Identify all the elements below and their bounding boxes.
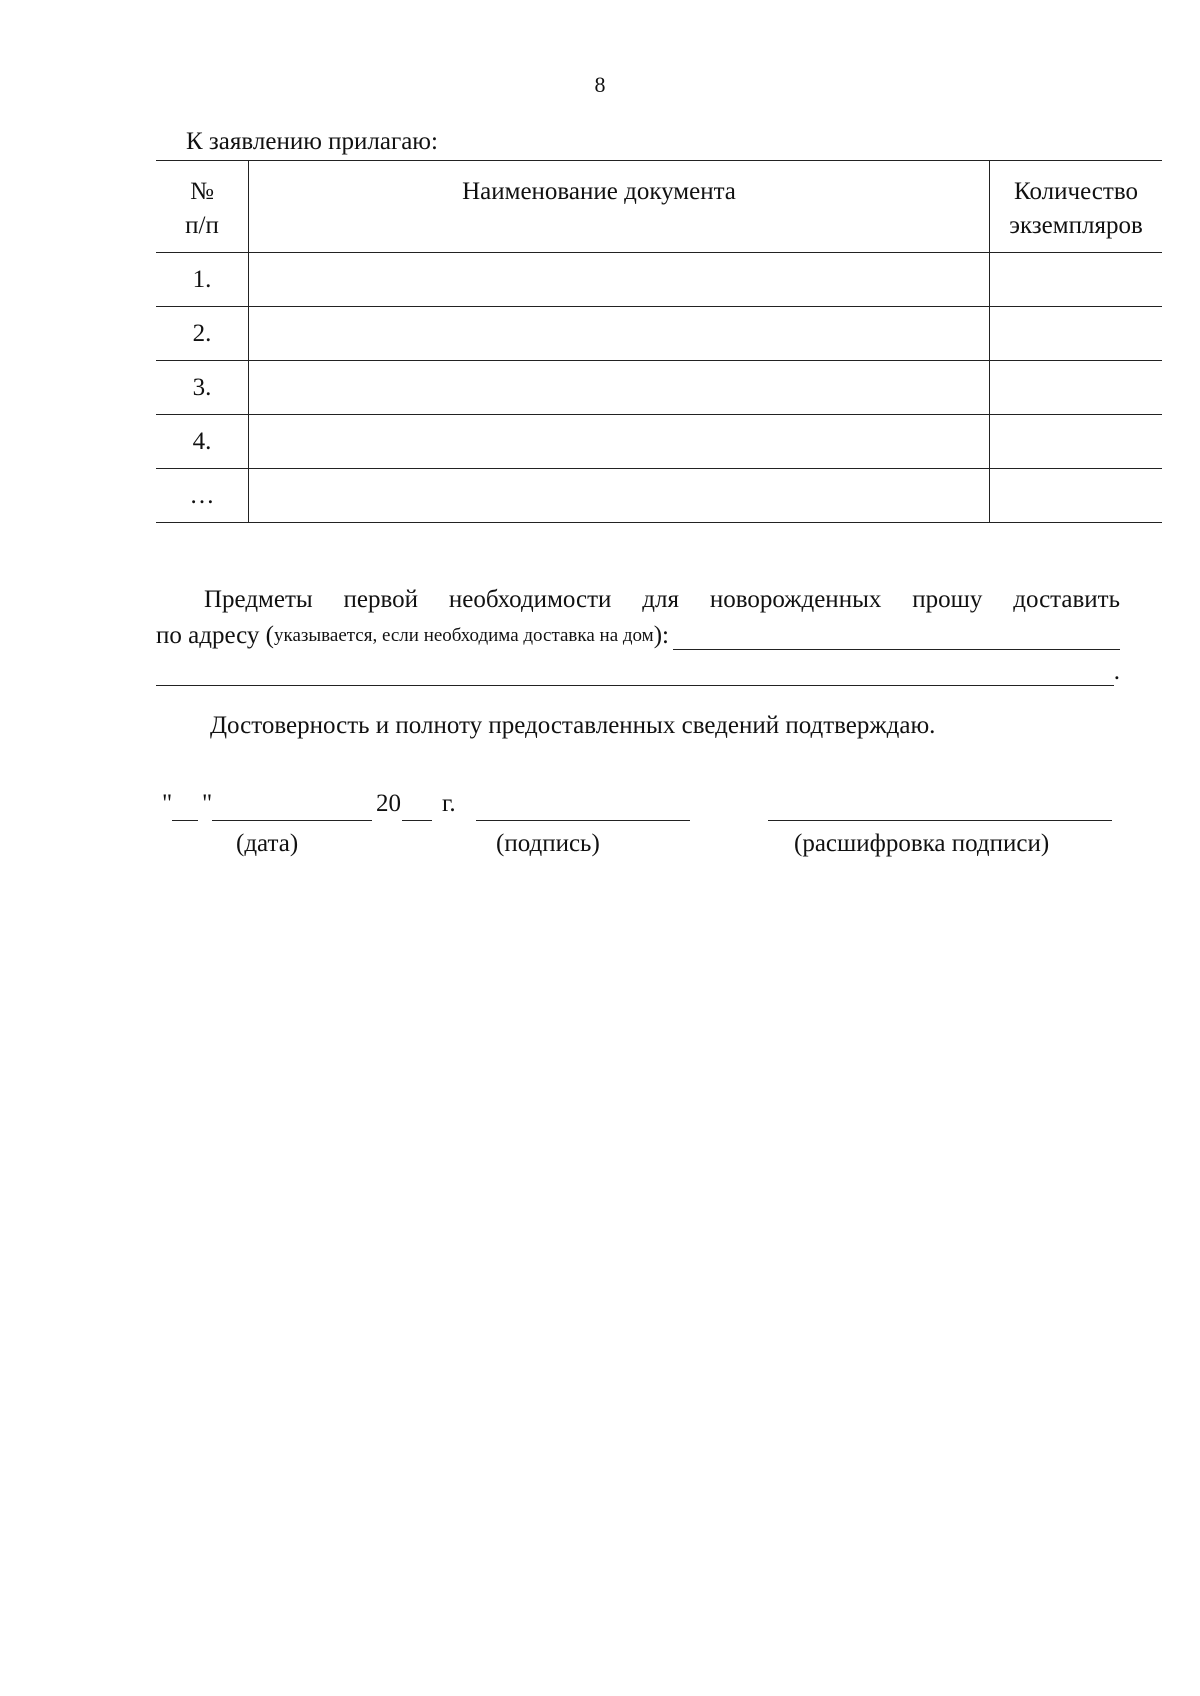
quantity-cell[interactable]	[990, 361, 1163, 415]
document-name-cell[interactable]	[249, 469, 990, 523]
table-row	[156, 415, 1162, 469]
day-field[interactable]	[172, 820, 198, 821]
address-field[interactable]	[673, 623, 1120, 650]
page-number: 8	[594, 72, 606, 97]
column-header-quantity: Количество экземпляров	[990, 161, 1163, 253]
document-name-cell[interactable]	[249, 361, 990, 415]
signature-field[interactable]	[476, 820, 690, 821]
address-continuation	[156, 660, 1120, 690]
year-field[interactable]	[402, 820, 432, 821]
date-label: (дата)	[236, 830, 299, 857]
quantity-cell[interactable]	[990, 307, 1163, 361]
decryption-label: (расшифровка подписи)	[794, 830, 1050, 857]
row-number: 1.	[156, 253, 249, 307]
table-row	[156, 307, 1162, 361]
address-field-line2[interactable]	[156, 659, 1114, 686]
signature-decryption-field[interactable]	[768, 820, 1112, 821]
column-header-document-name: Наименование документа	[249, 161, 990, 253]
table-row	[156, 361, 1162, 415]
attachments-table	[156, 160, 1162, 523]
quantity-cell[interactable]	[990, 469, 1163, 523]
year-suffix: г.	[442, 790, 456, 817]
attachments-heading: К заявлению прилагаю:	[186, 128, 438, 155]
year-prefix: 20	[376, 790, 401, 817]
delivery-prefix: по адресу (	[156, 622, 275, 649]
table-row	[156, 253, 1162, 307]
delivery-paragraph	[156, 582, 1120, 690]
date-quote-close: "	[202, 790, 213, 817]
delivery-text-line1: Предметы первой необходимости для новорожденных прошу доставить	[204, 586, 1120, 613]
delivery-note: указывается, если необходима доставка на дом	[274, 625, 654, 646]
row-number: 2.	[156, 307, 249, 361]
document-name-cell[interactable]	[249, 415, 990, 469]
table-row	[156, 469, 1162, 523]
table-header-row	[156, 161, 1162, 253]
row-number: …	[156, 469, 249, 523]
delivery-suffix: ):	[653, 622, 669, 649]
column-header-number: № п/п	[156, 161, 249, 253]
quantity-cell[interactable]	[990, 415, 1163, 469]
address-end-period: .	[1113, 658, 1120, 685]
confirmation-text: Достоверность и полноту предоставленных сведений подтверждаю.	[210, 712, 936, 739]
document-name-cell[interactable]	[249, 307, 990, 361]
document-name-cell[interactable]	[249, 253, 990, 307]
date-quote-open: "	[162, 790, 173, 817]
row-number: 4.	[156, 415, 249, 469]
quantity-cell[interactable]	[990, 253, 1163, 307]
signature-label: (подпись)	[496, 830, 600, 857]
delivery-text-line2	[156, 618, 1120, 654]
row-number: 3.	[156, 361, 249, 415]
month-field[interactable]	[212, 820, 372, 821]
